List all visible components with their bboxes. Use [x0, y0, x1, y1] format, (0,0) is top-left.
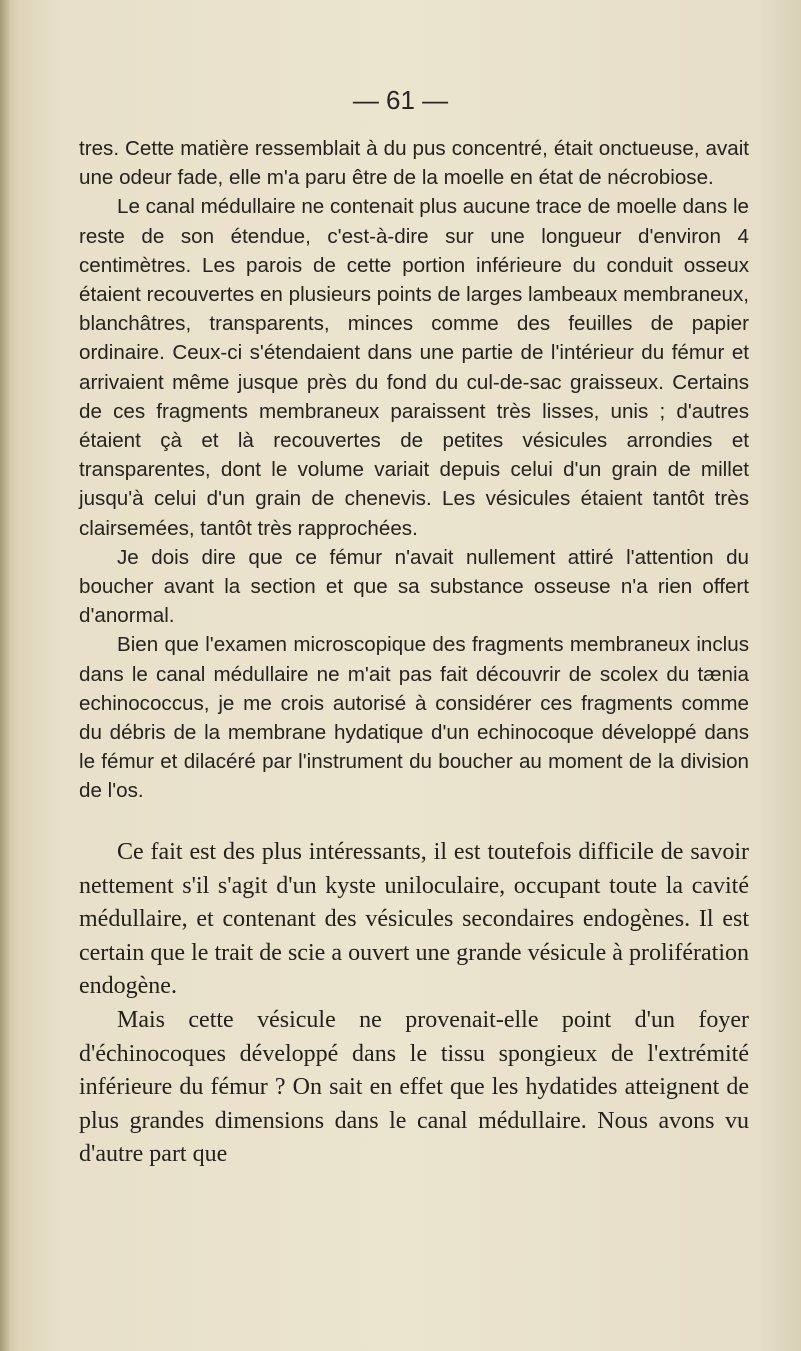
paragraph: Mais cette vésicule ne provenait-elle point d'un foyer d'échinocoques développé dans le tissu spongieux de l'extrémité inférieure du fémur ? On sait en effet que les hydatides atteignent de plus grandes dimensions dans le canal médullaire. Nous avons vu d'autre part que	[79, 1006, 749, 1168]
page-gutter-shadow	[0, 0, 10, 1351]
body-text-small	[79, 134, 749, 806]
body-text-large	[79, 836, 749, 1172]
paragraph: tres. Cette matière ressemblait à du pus concentré, était onctueuse, avait une odeur fade, elle m'a paru être de la moelle en état de nécrobiose.	[79, 137, 749, 190]
paragraph: Ce fait est des plus intéressants, il est toutefois difficile de savoir nettement s'il s'agit d'un kyste uniloculaire, occupant toute la cavité médullaire, et contenant des vésicules secondaires endogènes. Il est certain que le trait de scie a ouvert une grande vésicule à prolifération endogène.	[79, 839, 749, 1000]
page-number: — 61 —	[352, 85, 449, 115]
paragraph: Le canal médullaire ne contenait plus aucune trace de moelle dans le reste de son étendue, c'est-à-dire sur une longueur d'environ 4 centimètres. Les parois de cette portion inférieure du conduit osseux étaient recouvertes en plusieurs points de larges lambeaux membraneux, blanchâtres, transparents, minces comme des feuilles de papier ordinaire. Ceux-ci s'étendaient dans une partie de l'intérieur du fémur et arrivaient même jusque près du fond du cul-de-sac graisseux. Certains de ces fragments membraneux paraissent très lisses, unis ; d'autres étaient çà et là recouvertes de petites vésicules arrondies et transparentes, dont le volume variait depuis celui d'un grain de millet jusqu'à celui d'un grain de chenevis. Les vésicules étaient tantôt très clairsemées, tantôt très rapprochées.	[79, 195, 749, 540]
paragraph: Je dois dire que ce fémur n'avait nullement attiré l'attention du boucher avant la section et que sa substance osseuse n'a rien offert d'anormal.	[79, 545, 749, 628]
paragraph: Bien que l'examen microscopique des fragments membraneux inclus dans le canal médullaire ne m'ait pas fait découvrir de scolex du tænia echinococcus, je me crois autorisé à considérer ces fragments comme du débris de la membrane hydatique d'un echinocoque développé dans le fémur et dilacéré par l'instrument du boucher au moment de la division de l'os.	[79, 633, 749, 803]
